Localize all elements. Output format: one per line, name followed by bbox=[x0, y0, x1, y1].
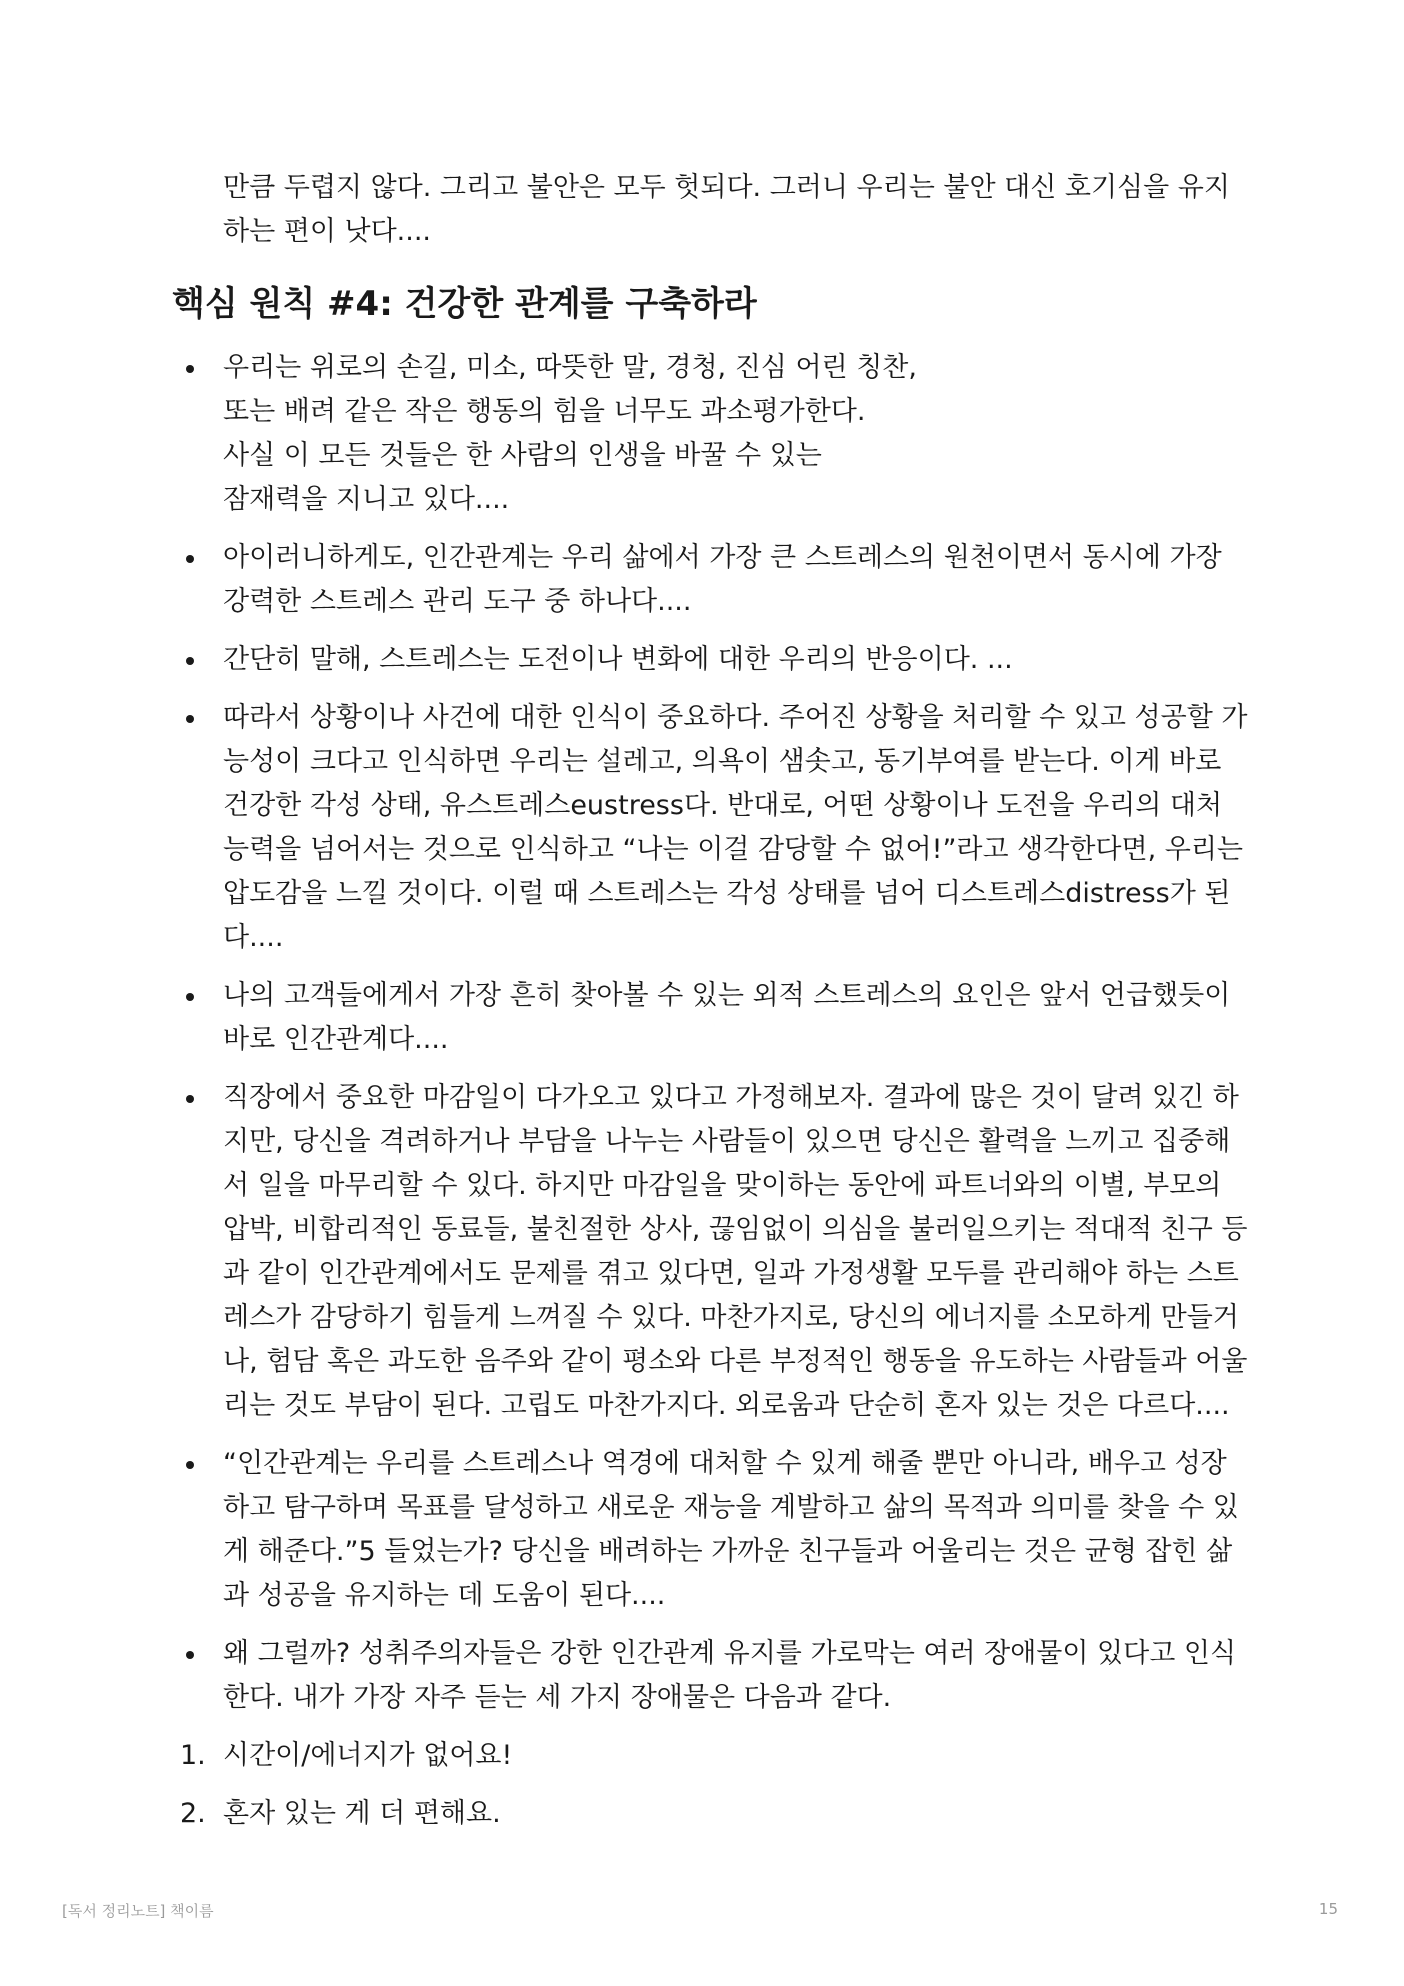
text-line: 건강한 각성 상태, 유스트레스eustress다. 반대로, 어떤 상황이나 도전을 우리의 대처 bbox=[223, 790, 1223, 821]
text-line: 서 일을 마무리할 수 있다. 하지만 마감일을 맞이하는 동안에 파트너와의 이별, 부모의 bbox=[223, 1170, 1222, 1201]
text-line: 한다. 내가 가장 자주 듣는 세 가지 장애물은 다음과 같다. bbox=[223, 1682, 892, 1713]
text-line: 하고 탐구하며 목표를 달성하고 새로운 재능을 계발하고 삶의 목적과 의미를 찾을 수 있 bbox=[223, 1492, 1239, 1523]
text-line: 따라서 상황이나 사건에 대한 인식이 중요하다. 주어진 상황을 처리할 수 있고 성공할 가 bbox=[223, 702, 1248, 733]
list-item bbox=[172, 1632, 1252, 1720]
numbered-item bbox=[172, 1734, 1252, 1778]
bullet-icon bbox=[186, 1095, 194, 1103]
text-line: 간단히 말해, 스트레스는 도전이나 변화에 대한 우리의 반응이다. ... bbox=[223, 644, 1013, 675]
text-line: 사실 이 모든 것들은 한 사람의 인생을 바꿀 수 있는 bbox=[223, 440, 822, 471]
bullet-icon bbox=[186, 555, 194, 563]
text-line: 나의 고객들에게서 가장 흔히 찾아볼 수 있는 외적 스트레스의 요인은 앞서 언급했듯이 bbox=[223, 980, 1231, 1011]
text-line: 나, 험담 혹은 과도한 음주와 같이 평소와 다른 부정적인 행동을 유도하는 사람들과 어울 bbox=[223, 1346, 1248, 1377]
numbered-list bbox=[172, 1734, 1252, 1836]
text-line: 만큼 두렵지 않다. 그리고 불안은 모두 헛되다. 그러니 우리는 불안 대신 호기심을 유지 bbox=[223, 172, 1230, 203]
bullet-icon bbox=[186, 715, 194, 723]
text-line: 왜 그럴까? 성취주의자들은 강한 인간관계 유지를 가로막는 여러 장애물이 있다고 인식 bbox=[223, 1638, 1237, 1669]
text-line: 또는 배려 같은 작은 행동의 힘을 너무도 과소평가한다. bbox=[223, 396, 866, 427]
list-item bbox=[172, 346, 1252, 522]
numbered-item bbox=[172, 1792, 1252, 1836]
footer-title: [독서 정리노트] 책이름 bbox=[62, 1902, 214, 1920]
text-line: 아이러니하게도, 인간관계는 우리 삶에서 가장 큰 스트레스의 원천이면서 동시에 가장 bbox=[223, 542, 1222, 573]
list-item bbox=[172, 1442, 1252, 1618]
list-item bbox=[172, 536, 1252, 624]
item-text: 혼자 있는 게 더 편해요. bbox=[223, 1798, 501, 1829]
list-item bbox=[172, 638, 1252, 682]
bullet-icon bbox=[186, 1461, 194, 1469]
text-line: “인간관계는 우리를 스트레스나 역경에 대처할 수 있게 해줄 뿐만 아니라, 배우고 성장 bbox=[223, 1448, 1227, 1479]
item-text: 시간이/에너지가 없어요! bbox=[223, 1740, 513, 1771]
text-line: 강력한 스트레스 관리 도구 중 하나다.... bbox=[223, 586, 692, 617]
text-line: 능성이 크다고 인식하면 우리는 설레고, 의욕이 샘솟고, 동기부여를 받는다. 이게 바로 bbox=[223, 746, 1222, 777]
item-number: 1. bbox=[180, 1740, 206, 1771]
section-heading: 핵심 원칙 #4: 건강한 관계를 구축하라 bbox=[172, 284, 757, 324]
text-line: 다.... bbox=[223, 922, 284, 953]
page-number: 15 bbox=[1318, 1900, 1338, 1918]
text-line: 바로 인간관계다.... bbox=[223, 1024, 449, 1055]
bullet-icon bbox=[186, 365, 194, 373]
item-number: 2. bbox=[180, 1798, 206, 1829]
text-line: 과 같이 인간관계에서도 문제를 겪고 있다면, 일과 가정생활 모두를 관리해야 하는 스트 bbox=[223, 1258, 1239, 1289]
text-line: 잠재력을 지니고 있다.... bbox=[223, 484, 510, 515]
text-line: 하는 편이 낫다.... bbox=[223, 216, 431, 247]
bullet-icon bbox=[186, 1651, 194, 1659]
list-item bbox=[172, 974, 1252, 1062]
text-line: 능력을 넘어서는 것으로 인식하고 “나는 이걸 감당할 수 없어!”라고 생각한다면, 우리는 bbox=[223, 834, 1243, 865]
intro-paragraph bbox=[223, 166, 1233, 254]
text-line: 압도감을 느낄 것이다. 이럴 때 스트레스는 각성 상태를 넘어 디스트레스distress가 된 bbox=[223, 878, 1231, 909]
list-item bbox=[172, 696, 1252, 960]
text-line: 우리는 위로의 손길, 미소, 따뜻한 말, 경청, 진심 어린 칭찬, bbox=[223, 352, 917, 383]
text-line: 리는 것도 부담이 된다. 고립도 마찬가지다. 외로움과 단순히 혼자 있는 것은 다르다.... bbox=[223, 1390, 1230, 1421]
text-line: 레스가 감당하기 힘들게 느껴질 수 있다. 마찬가지로, 당신의 에너지를 소모하게 만들거 bbox=[223, 1302, 1239, 1333]
text-line: 과 성공을 유지하는 데 도움이 된다.... bbox=[223, 1580, 666, 1611]
page-content bbox=[172, 166, 1252, 1850]
text-line: 지만, 당신을 격려하거나 부담을 나누는 사람들이 있으면 당신은 활력을 느끼고 집중해 bbox=[223, 1126, 1231, 1157]
list-item bbox=[172, 1076, 1252, 1428]
text-line: 직장에서 중요한 마감일이 다가오고 있다고 가정해보자. 결과에 많은 것이 달려 있긴 하 bbox=[223, 1082, 1239, 1113]
bullet-icon bbox=[186, 657, 194, 665]
text-line: 압박, 비합리적인 동료들, 불친절한 상사, 끊임없이 의심을 불러일으키는 적대적 친구 등 bbox=[223, 1214, 1248, 1245]
bullet-list bbox=[172, 346, 1252, 1720]
bullet-icon bbox=[186, 993, 194, 1001]
text-line: 게 해준다.”5 들었는가? 당신을 배려하는 가까운 친구들과 어울리는 것은 균형 잡힌 삶 bbox=[223, 1536, 1233, 1567]
